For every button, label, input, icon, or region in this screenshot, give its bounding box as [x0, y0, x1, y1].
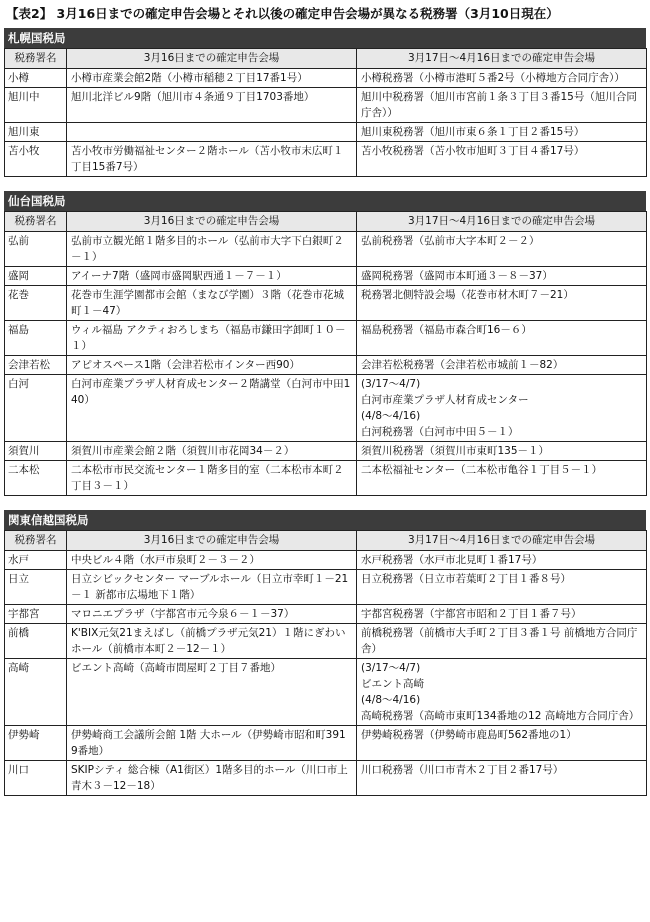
venue-before-cell	[67, 624, 357, 659]
venue-after-cell	[357, 123, 647, 142]
venue-line: ビエント高崎（高崎市問屋町２丁目７番地）	[71, 662, 281, 674]
venue-line: 福島税務署（福島市森合町16－６）	[361, 324, 532, 336]
office-table	[4, 48, 647, 177]
venue-line: 川口税務署（川口市青木２丁目２番17号）	[361, 764, 564, 776]
column-header-venue-after: 3月17日～4月16日までの確定申告会場	[357, 49, 647, 69]
venue-after-cell	[357, 726, 647, 761]
venue-line: 弘前市立観光館１階多目的ホール（弘前市大字下白銀町２－１）	[71, 235, 344, 263]
venue-line: 小樽市産業会館2階（小樽市稲穂２丁目17番1号）	[71, 72, 308, 84]
venue-line: 税務署北側特設会場（花巻市材木町７－21）	[361, 289, 574, 301]
venue-after-cell	[357, 461, 647, 496]
venue-line: 旭川東税務署（旭川市東６条１丁目２番15号）	[361, 126, 585, 138]
region-section	[4, 28, 646, 177]
column-header-venue-before: 3月16日までの確定申告会場	[67, 49, 357, 69]
venue-after-cell	[357, 267, 647, 286]
office-name: 旭川中	[5, 88, 67, 123]
table-header-row	[5, 212, 647, 232]
office-name: 花巻	[5, 286, 67, 321]
venue-after-cell	[357, 356, 647, 375]
office-name: 二本松	[5, 461, 67, 496]
venue-line: 須賀川市産業会館２階（須賀川市花岡34－２）	[71, 445, 295, 457]
office-name: 盛岡	[5, 267, 67, 286]
venue-line: 二本松市市民交流センター１階多目的室（二本松市本町２丁目３－１）	[71, 464, 344, 492]
venue-line: マロニエプラザ（宇都宮市元今泉６－１－37）	[71, 608, 295, 620]
table-row	[5, 232, 647, 267]
venue-line: 伊勢崎商工会議所会館 1階 大ホール（伊勢崎市昭和町3919番地）	[71, 729, 346, 757]
office-name: 白河	[5, 375, 67, 442]
venue-before-cell	[67, 375, 357, 442]
region-section	[4, 191, 646, 496]
venue-before-cell	[67, 761, 357, 796]
venue-line: 日立税務署（日立市若葉町２丁目１番８号）	[361, 573, 571, 585]
venue-before-cell	[67, 286, 357, 321]
venue-line: (3/17～4/7)	[361, 378, 421, 390]
table-row	[5, 551, 647, 570]
table-row	[5, 321, 647, 356]
column-header-office: 税務署名	[5, 49, 67, 69]
venue-line: アピオスペース1階（会津若松市インター西90）	[71, 359, 300, 371]
venue-before-cell	[67, 605, 357, 624]
venue-line: 弘前税務署（弘前市大字本町２－２）	[361, 235, 540, 247]
office-name: 須賀川	[5, 442, 67, 461]
office-name: 弘前	[5, 232, 67, 267]
venue-line: 宇都宮税務署（宇都宮市昭和２丁目１番７号）	[361, 608, 582, 620]
office-name: 宇都宮	[5, 605, 67, 624]
table-row	[5, 726, 647, 761]
venue-before-cell	[67, 442, 357, 461]
office-name: 福島	[5, 321, 67, 356]
office-table	[4, 530, 647, 796]
office-table	[4, 211, 647, 496]
table-row	[5, 461, 647, 496]
venue-line: (4/8～4/16)	[361, 694, 421, 706]
office-name: 日立	[5, 570, 67, 605]
region-header: 関東信越国税局	[4, 510, 646, 530]
office-name: 高崎	[5, 659, 67, 726]
column-header-venue-after: 3月17日～4月16日までの確定申告会場	[357, 531, 647, 551]
table-row	[5, 659, 647, 726]
venue-before-cell	[67, 551, 357, 570]
venue-line: 花巻市生涯学園都市会館（まなび学園）３階（花巻市花城町１－47）	[71, 289, 344, 317]
venue-before-cell	[67, 570, 357, 605]
sections-container	[4, 28, 646, 796]
venue-before-cell	[67, 659, 357, 726]
venue-line: 須賀川税務署（須賀川市東町135－１）	[361, 445, 550, 457]
venue-before-cell	[67, 69, 357, 88]
venue-after-cell	[357, 232, 647, 267]
venue-after-cell	[357, 442, 647, 461]
venue-after-cell	[357, 321, 647, 356]
venue-after-cell	[357, 286, 647, 321]
venue-line: 伊勢崎税務署（伊勢崎市鹿島町562番地の1）	[361, 729, 577, 741]
venue-before-cell	[67, 232, 357, 267]
venue-line: 苫小牧市労働福祉センター２階ホール（苫小牧市末広町１丁目15番7号）	[71, 145, 344, 173]
venue-line: 旭川中税務署（旭川市宮前１条３丁目３番15号（旭川合同庁舎））	[361, 91, 637, 119]
office-name: 水戸	[5, 551, 67, 570]
venue-after-cell	[357, 659, 647, 726]
venue-line: 前橋税務署（前橋市大手町２丁目３番１号 前橋地方合同庁舎）	[361, 627, 638, 655]
venue-line: 白河市産業プラザ人材育成センター	[361, 394, 529, 406]
venue-line: 旭川北洋ビル9階（旭川市４条通９丁目1703番地）	[71, 91, 315, 103]
table-row	[5, 442, 647, 461]
table-header-row	[5, 531, 647, 551]
venue-line: 苫小牧税務署（苫小牧市旭町３丁目４番17号）	[361, 145, 585, 157]
venue-after-cell	[357, 88, 647, 123]
office-name: 旭川東	[5, 123, 67, 142]
venue-line: 盛岡税務署（盛岡市本町通３－８－37）	[361, 270, 553, 282]
column-header-venue-before: 3月16日までの確定申告会場	[67, 531, 357, 551]
venue-after-cell	[357, 605, 647, 624]
venue-after-cell	[357, 761, 647, 796]
venue-before-cell	[67, 123, 357, 142]
venue-line: 白河市産業プラザ人材育成センター２階講堂（白河市中田140）	[71, 378, 351, 406]
table-row	[5, 761, 647, 796]
column-header-venue-after: 3月17日～4月16日までの確定申告会場	[357, 212, 647, 232]
column-header-venue-before: 3月16日までの確定申告会場	[67, 212, 357, 232]
office-name: 会津若松	[5, 356, 67, 375]
office-name: 小樽	[5, 69, 67, 88]
office-name: 伊勢崎	[5, 726, 67, 761]
venue-line: K'BIX元気21まえばし（前橋プラザ元気21）１階にぎわいホール（前橋市本町２－12－１）	[71, 627, 346, 655]
table-row	[5, 286, 647, 321]
table-row	[5, 605, 647, 624]
region-section	[4, 510, 646, 796]
column-header-office: 税務署名	[5, 531, 67, 551]
venue-after-cell	[357, 142, 647, 177]
region-header: 仙台国税局	[4, 191, 646, 211]
venue-after-cell	[357, 375, 647, 442]
venue-line: 会津若松税務署（会津若松市城前１－82）	[361, 359, 564, 371]
table-row	[5, 375, 647, 442]
venue-line: ビエント高崎	[361, 678, 424, 690]
venue-before-cell	[67, 356, 357, 375]
venue-line: 水戸税務署（水戸市北見町１番17号）	[361, 554, 543, 566]
table-row	[5, 624, 647, 659]
table-header-row	[5, 49, 647, 69]
venue-line: SKIPシティ 総合棟（A1街区）1階多目的ホール（川口市上青木３－12－18）	[71, 764, 348, 792]
table-title: 【表2】 3月16日までの確定申告会場とそれ以後の確定申告会場が異なる税務署（3月10日現在）	[6, 6, 559, 21]
venue-line: 白河税務署（白河市中田５－１）	[361, 426, 519, 438]
venue-line: 二本松福祉センター（二本松市亀谷１丁目５－１）	[361, 464, 603, 476]
venue-before-cell	[67, 321, 357, 356]
venue-after-cell	[357, 570, 647, 605]
venue-line: 高崎税務署（高崎市東町134番地の12 高崎地方合同庁舎）	[361, 710, 640, 722]
region-header: 札幌国税局	[4, 28, 646, 48]
venue-before-cell	[67, 88, 357, 123]
venue-line: ウィル福島 アクティおろしまち（福島市鎌田字卸町１０－１）	[71, 324, 346, 352]
table-row	[5, 267, 647, 286]
table-row	[5, 356, 647, 375]
venue-line: 中央ビル４階（水戸市泉町２－３－２）	[71, 554, 260, 566]
venue-before-cell	[67, 461, 357, 496]
office-name: 苫小牧	[5, 142, 67, 177]
venue-before-cell	[67, 142, 357, 177]
office-name: 前橋	[5, 624, 67, 659]
venue-before-cell	[67, 267, 357, 286]
column-header-office: 税務署名	[5, 212, 67, 232]
venue-after-cell	[357, 551, 647, 570]
table-row	[5, 142, 647, 177]
venue-line: 日立シビックセンター マーブルホール（日立市幸町１－21－１ 新都市広場地下１階）	[71, 573, 349, 601]
table-row	[5, 570, 647, 605]
venue-before-cell	[67, 726, 357, 761]
venue-line: 小樽税務署（小樽市港町５番2号（小樽地方合同庁舎））	[361, 72, 625, 84]
venue-after-cell	[357, 69, 647, 88]
table-row	[5, 88, 647, 123]
venue-line: (4/8～4/16)	[361, 410, 421, 422]
venue-line: アイーナ7階（盛岡市盛岡駅西通１－７－１）	[71, 270, 287, 282]
table-row	[5, 69, 647, 88]
venue-after-cell	[357, 624, 647, 659]
venue-line: (3/17～4/7)	[361, 662, 421, 674]
office-name: 川口	[5, 761, 67, 796]
table-row	[5, 123, 647, 142]
